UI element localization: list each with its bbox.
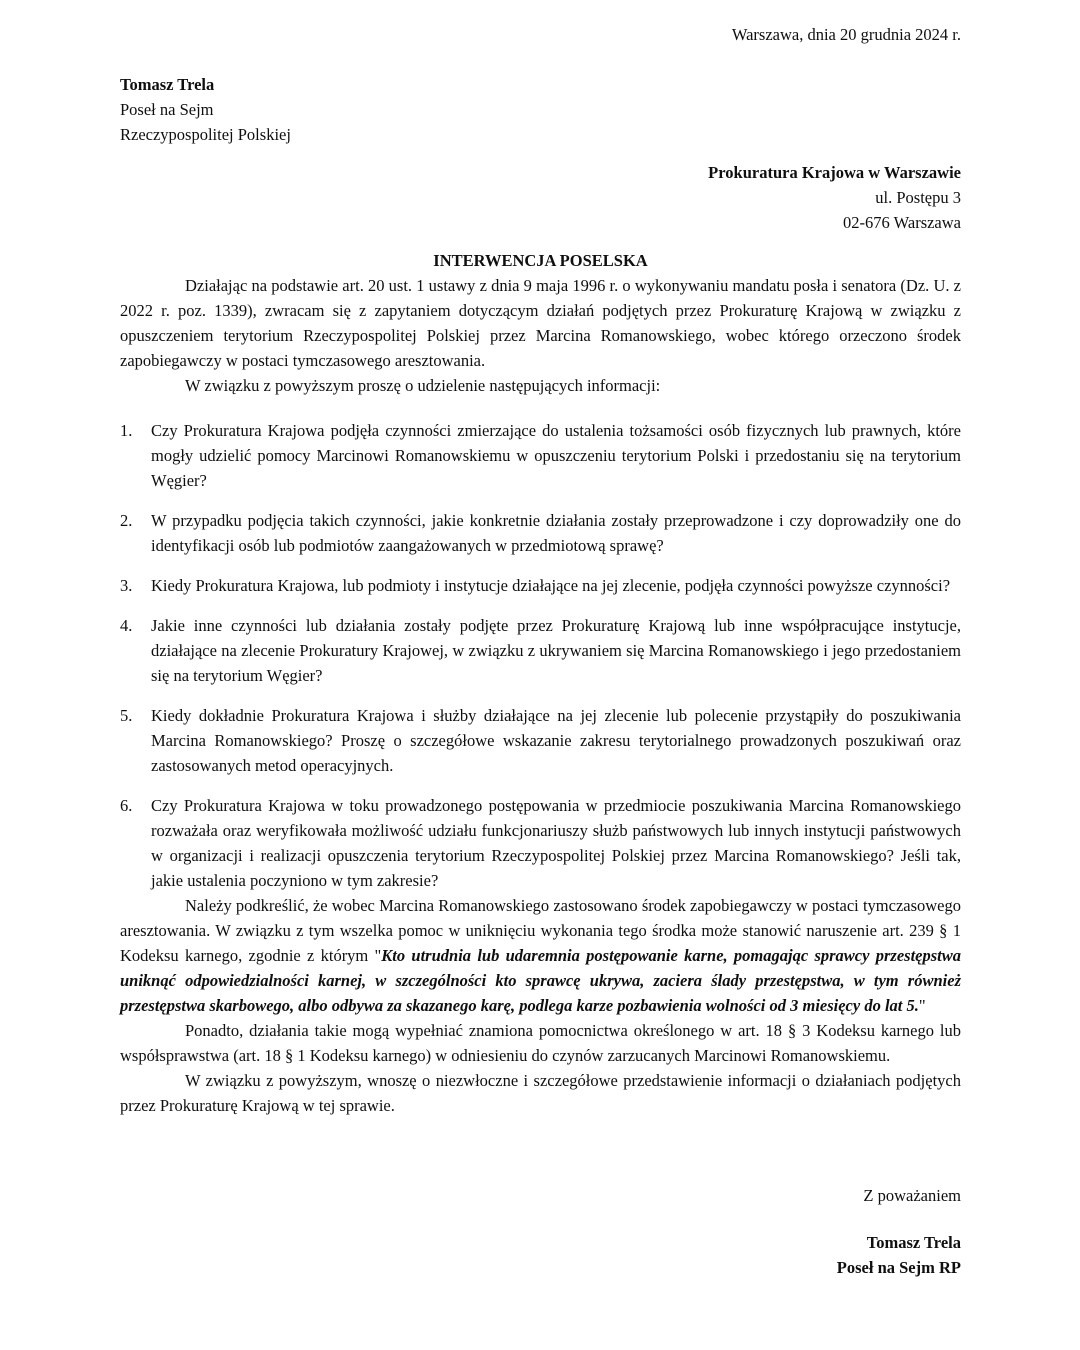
question-item-4	[120, 613, 961, 688]
legal-text-before-quote: Należy podkreślić, że wobec Marcina Romanowskiego zastosowano środek zapobiegawczy w postaci tymczasowego aresztowania. W związku z tym wszelka pomoc w uniknięciu wykonania tego środka może stanowić naruszenie art. 239 § 1 Kodeksu karnego, zgodnie z którym "	[120, 896, 961, 965]
question-item-2	[120, 508, 961, 558]
question-text: W przypadku podjęcia takich czynności, jakie konkretnie działania zostały przeprowadzone i czy doprowadziły one do identyfikacji osób lub podmiotów zaangażowanych w przedmiotową sprawę?	[151, 511, 961, 555]
recipient-block	[120, 160, 961, 235]
question-number: 2.	[120, 511, 133, 530]
closing-paragraph: W związku z powyższym, wnoszę o niezwłoczne i szczegółowe przedstawienie informacji o działaniach podjętych przez Prokuraturę Krajową w tej sprawie.	[120, 1071, 961, 1115]
question-number: 1.	[120, 421, 133, 440]
sender-institution: Rzeczypospolitej Polskiej	[120, 125, 291, 144]
document-title: INTERWENCJA POSELSKA	[433, 251, 648, 270]
signature-block	[120, 1230, 961, 1280]
question-item-5	[120, 703, 961, 778]
question-item-3	[120, 573, 961, 598]
signature-name: Tomasz Trela	[866, 1233, 961, 1252]
question-text: Czy Prokuratura Krajowa w toku prowadzonego postępowania w przedmiocie poszukiwania Marcina Romanowskiego rozważała oraz weryfikowała możliwość udziału funkcjonariuszy służb państwowych lub innych instytucji państwowych w organizacji i realizacji opuszczenia terytorium Rzeczypospolitej Polskiej przez Marcina Romanowskiego? Jeśli tak, jakie ustalenia poczyniono w tym zakresie?	[151, 796, 961, 890]
legal-paragraph	[120, 893, 961, 1018]
question-text: Kiedy dokładnie Prokuratura Krajowa i służby działające na jej zlecenie lub polecenie przystąpiły do poszukiwania Marcina Romanowskiego? Proszę o szczegółowe wskazanie zakresu terytorialnego prowadzonych poszukiwań oraz zastosowanych metod operacyjnych.	[151, 706, 961, 775]
legal-quote-close: "	[918, 996, 926, 1015]
recipient-street: ul. Postępu 3	[875, 188, 961, 207]
question-number: 6.	[120, 796, 133, 815]
date-line: Warszawa, dnia 20 grudnia 2024 r.	[731, 25, 961, 44]
legal-quote: Kto utrudnia lub udaremnia postępowanie karne, pomagając sprawcy przestępstwa uniknąć odpowiedzialności karnej, w szczególności kto sprawcę ukrywa, zaciera ślady przestępstwa, w tym również przestępstwa skarbowego, albo odbywa za skazanego karę, podlega karze pozbawienia wolności od 3 miesięcy do lat 5.	[120, 946, 961, 1015]
sender-role: Poseł na Sejm	[120, 100, 214, 119]
question-number: 4.	[120, 616, 133, 635]
question-text: Czy Prokuratura Krajowa podjęła czynności zmierzające do ustalenia tożsamości osób fizycznych lub prawnych, które mogły udzielić pomocy Marcinowi Romanowskiemu w opuszczeniu terytorium Polski i przedostaniu się na terytorium Węgier?	[151, 421, 961, 490]
recipient-name: Prokuratura Krajowa w Warszawie	[708, 163, 961, 182]
question-text: Kiedy Prokuratura Krajowa, lub podmioty i instytucje działające na jej zlecenie, podjęła czynności powyższe czynności?	[151, 576, 951, 595]
ponadto-paragraph: Ponadto, działania takie mogą wypełniać znamiona pomocnictwa określonego w art. 18 § 3 Kodeksu karnego lub współsprawstwa (art. 18 § 1 Kodeksu karnego) w odniesieniu do czynów zarzucanych Marcinowi Romanowskiemu.	[120, 1021, 961, 1065]
sender-block	[120, 72, 961, 147]
question-number: 5.	[120, 706, 133, 725]
question-item-1	[120, 418, 961, 493]
question-text: Jakie inne czynności lub działania zostały podjęte przez Prokuraturę Krajową lub inne współpracujące instytucje, działające na zlecenie Prokuratury Krajowej, w związku z ukrywaniem się Marcina Romanowskiego i jego przedostaniem się na terytorium Węgier?	[151, 616, 961, 685]
question-item-6	[120, 793, 961, 893]
signature-role: Poseł na Sejm RP	[836, 1258, 961, 1277]
questions-list	[120, 418, 961, 893]
request-line: W związku z powyższym proszę o udzielenie następujących informacji:	[185, 376, 661, 395]
sender-name: Tomasz Trela	[120, 75, 215, 94]
recipient-city: 02-676 Warszawa	[843, 213, 961, 232]
valediction: Z poważaniem	[863, 1186, 961, 1205]
intro-paragraph: Działając na podstawie art. 20 ust. 1 ustawy z dnia 9 maja 1996 r. o wykonywaniu mandatu posła i senatora (Dz. U. z 2022 r. poz. 1339), zwracam się z zapytaniem dotyczącym działań podjętych przez Prokuraturę Krajową w związku z opuszczeniem terytorium Rzeczypospolitej Polskiej przez Marcina Romanowskiego, wobec którego orzeczono środek zapobiegawczy w postaci tymczasowego aresztowania.	[120, 276, 961, 370]
question-number: 3.	[120, 576, 133, 595]
